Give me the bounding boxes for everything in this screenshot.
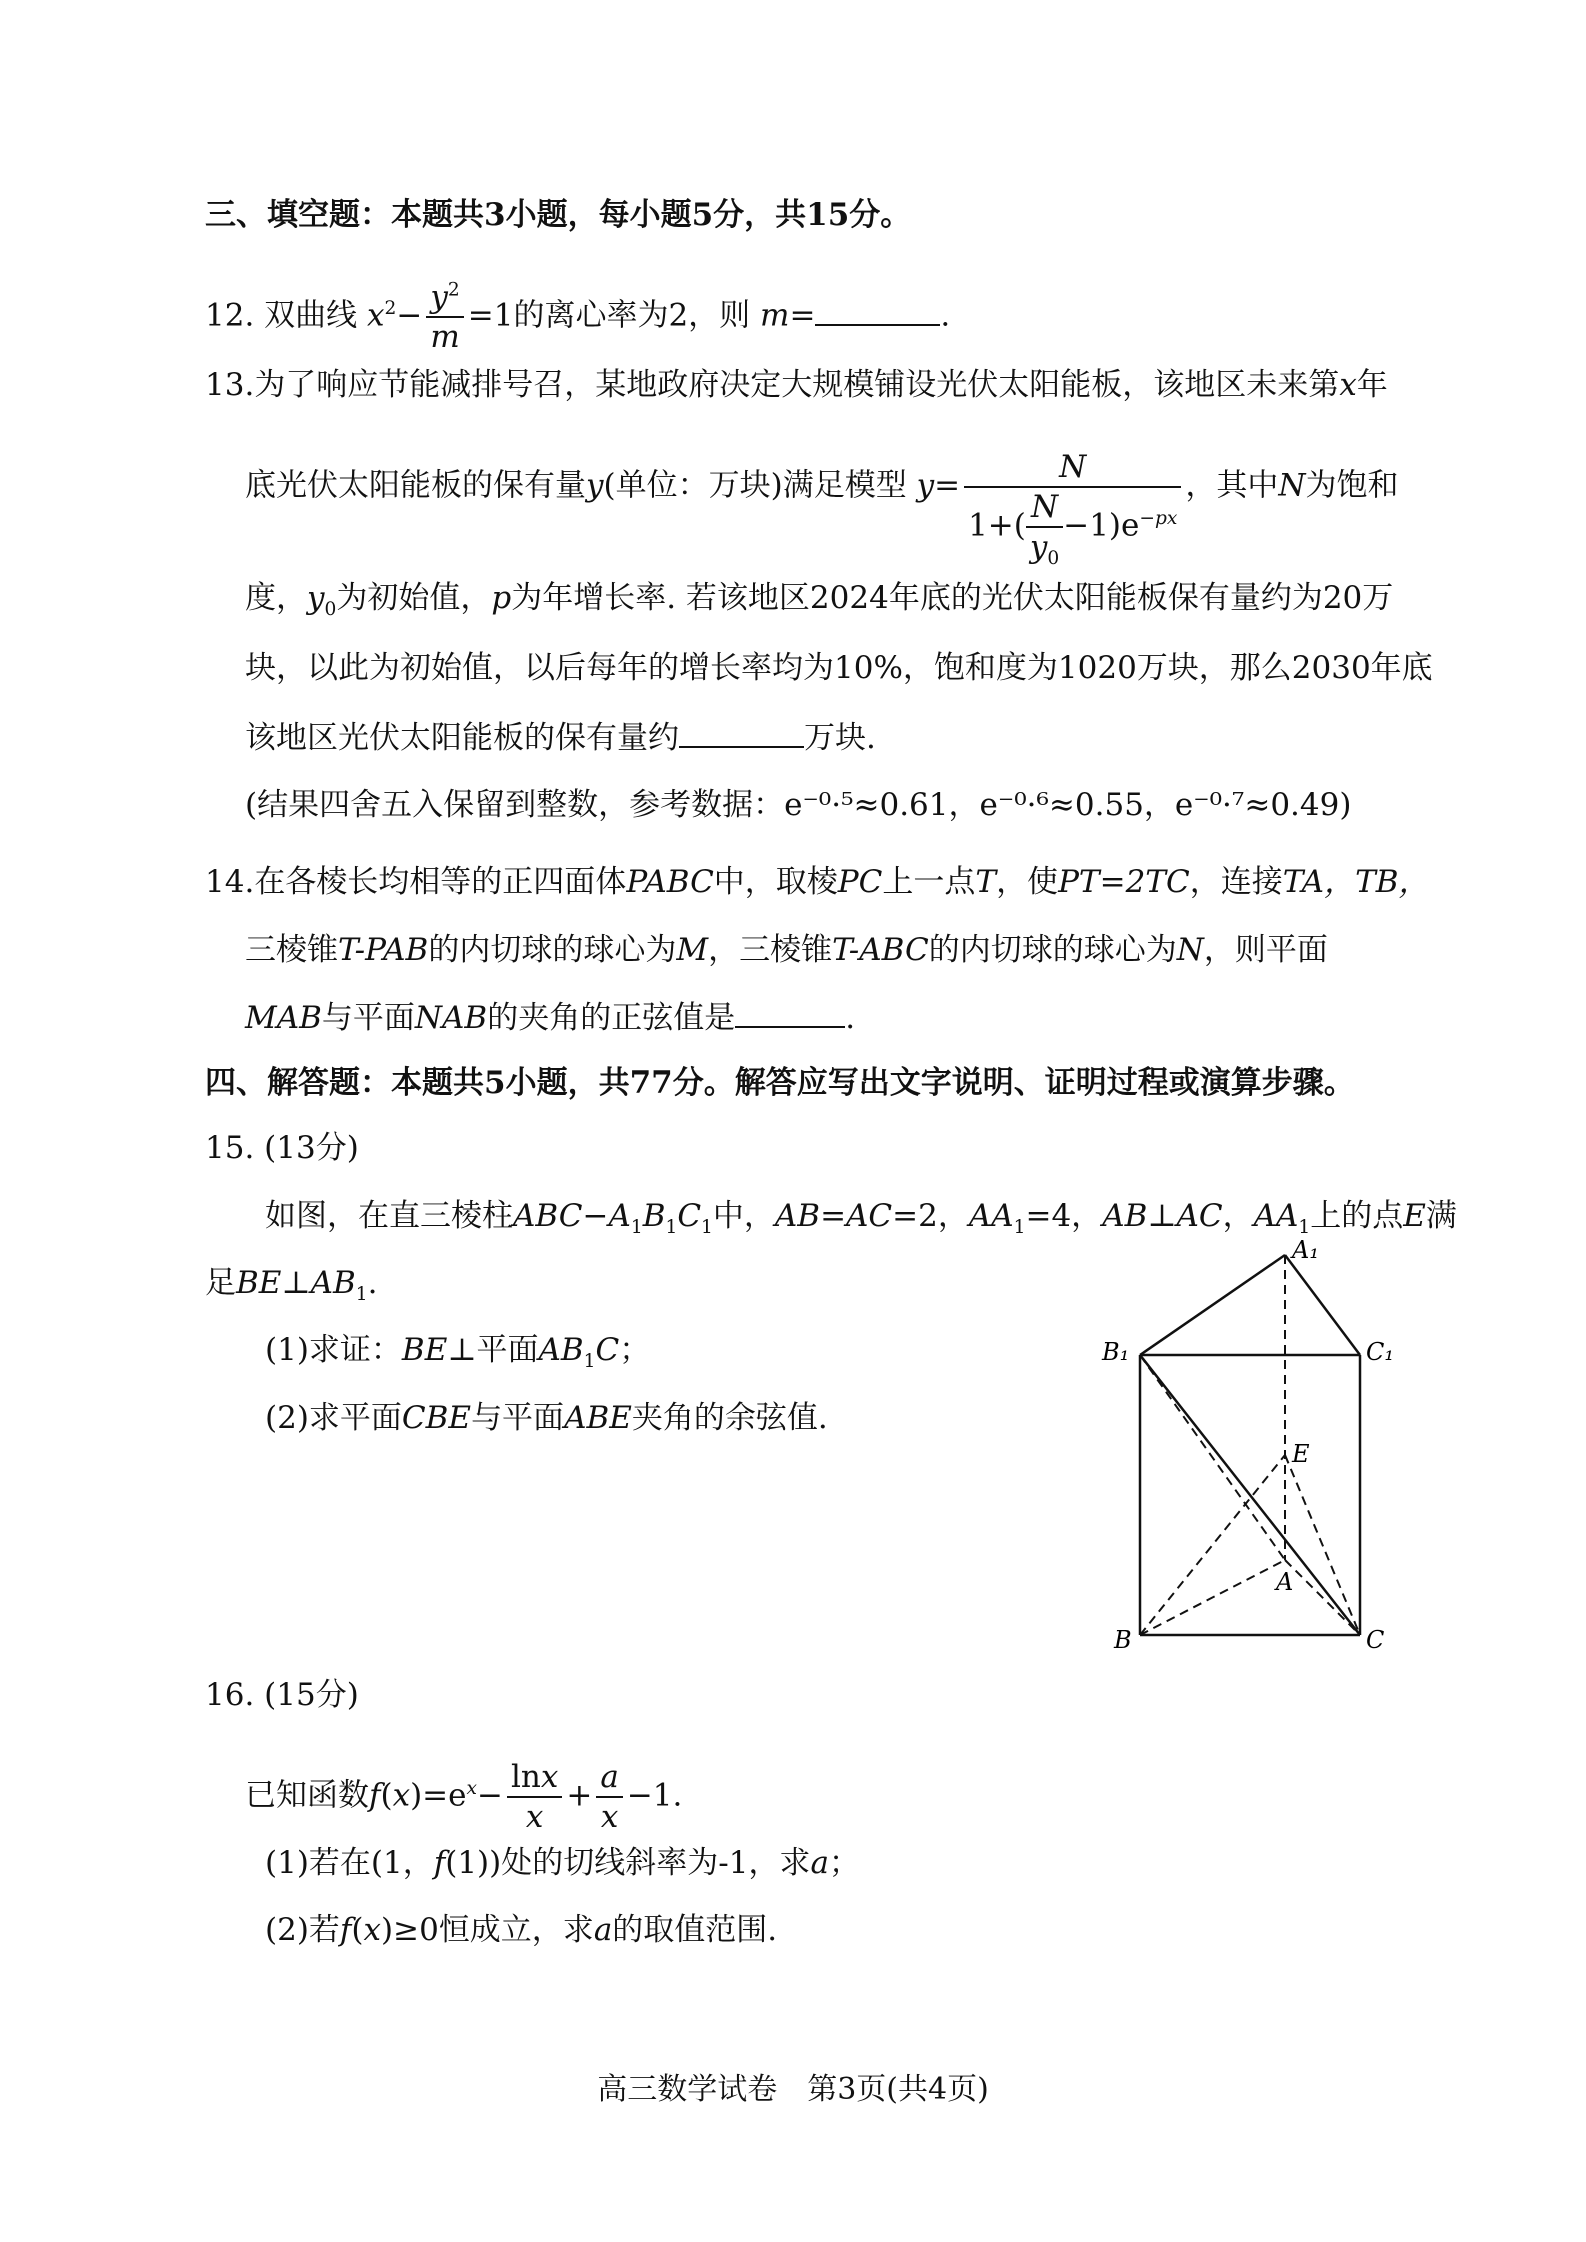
q13-model-fraction: N 1+( $\frac{N}{y_0}$ $-1)e^{-px}$ (964, 448, 1181, 566)
question-14-line3 (245, 998, 855, 1038)
q13-line5-start: 该地区光伏太阳能板的保有量约 (245, 720, 679, 756)
prism-figure (1100, 1230, 1420, 1670)
section4-heading: 四、解答题：本题共5小题，共77分。解答应写出文字说明、证明过程或演算步骤。 (205, 1065, 1355, 1101)
label-c: C (1366, 1626, 1385, 1654)
q12-eq: = (789, 297, 816, 334)
q15-part2 (265, 1398, 828, 1438)
q12-x-squared: x (367, 297, 385, 334)
q14-line2-g: 的内切球的球心为 (928, 932, 1177, 968)
q15-line1-c: 上的点 (1310, 1198, 1404, 1234)
q14-line2-e: ，三棱锥 (708, 932, 833, 968)
question-15-line1: 如图，在直三棱柱$ABC-A_1B_1C_1$中，AB=AC=2，$AA_1=4$，AB⊥AC，$AA_1$上的点E满 (265, 1198, 1457, 1239)
q13-line3-c: 为年增长率. 若该地区2024年底的光伏太阳能板保有量约为20万 (511, 580, 1394, 616)
edge-a-c (1285, 1560, 1360, 1635)
q15-part2-label: (2)求平面 (265, 1400, 402, 1436)
q14-line1-j: TA，TB， (1282, 864, 1430, 900)
edge-b-a (1140, 1560, 1285, 1635)
q15-line1-d: E (1403, 1198, 1426, 1234)
q12-text-after: =1的离心率为2，则 (467, 297, 751, 334)
edge-b1-a (1140, 1355, 1285, 1560)
question-13-line5 (245, 718, 876, 758)
q13-line3-b: 为初始值， (336, 580, 492, 616)
q16-part2-label: (2)若 (265, 1912, 340, 1948)
q12-var: m (760, 297, 790, 334)
q12-text-before: 双曲线 (264, 297, 358, 334)
label-a1: A₁ (1292, 1236, 1319, 1264)
question-15-line2: 足$BE\perp AB_1$. (205, 1265, 378, 1306)
q16-part1-c: a (810, 1845, 829, 1881)
q13-line2-start: 底光伏太阳能板的保有量 (245, 467, 586, 504)
q13-line2-mid: (单位：万块)满足模型 (603, 467, 907, 504)
q14-line3-d: 的夹角的正弦值是 (487, 1000, 736, 1036)
q16-part2-c: a (593, 1912, 613, 1948)
q13-line1-var: x (1339, 367, 1357, 403)
q15-line1: 如图，在直三棱柱 (265, 1198, 513, 1234)
q14-line3-end: . (845, 1000, 856, 1036)
page-footer: 高三数学试卷 第3页(共4页) (597, 2072, 989, 2107)
q15-part1-label: (1)求证： (265, 1332, 402, 1368)
q12-number: 12. (205, 297, 255, 334)
edge-b-e (1140, 1455, 1285, 1635)
q15-part2-e: 夹角的余弦值. (631, 1400, 828, 1436)
label-a: A (1276, 1568, 1294, 1596)
q14-line2-i: ，则平面 (1203, 932, 1328, 968)
q14-line1-d: PC (837, 864, 883, 900)
question-14-line2 (245, 930, 1328, 970)
q15-part2-b: CBE (401, 1400, 472, 1436)
q15-part2-d: ABE (564, 1400, 632, 1436)
q14-line2-c: 的内切球的球心为 (428, 932, 677, 968)
question-16-line1: 已知函数$f(x)=e^x-$ $\frac{\ln x}{x}$ + $\frac{a}{x}$ −1. (245, 1759, 683, 1835)
q13-number: 13. (205, 367, 255, 403)
q16-header: 16. (15分) (205, 1677, 359, 1713)
edge-a1-c1 (1285, 1255, 1360, 1355)
q16-part1: (1)若在(1，f(1))处的切线斜率为-1，求a； (265, 1845, 860, 1881)
q15-part1-b: ⊥平面 (447, 1332, 539, 1368)
q16-part2-d: 的取值范围. (612, 1912, 778, 1948)
q14-line1-i: ，连接 (1189, 864, 1283, 900)
q14-line1-f: T (975, 864, 997, 900)
q13-line1: 为了响应节能减排号召，某地政府决定大规模铺设光伏太阳能板，该地区未来第 (254, 367, 1340, 403)
question-13-line1 (205, 365, 1388, 405)
q16-part1-d: ； (828, 1845, 860, 1881)
label-e: E (1292, 1440, 1310, 1468)
q14-line3-b: 与平面 (321, 1000, 415, 1036)
q15-part2-c: 与平面 (471, 1400, 565, 1436)
q14-line1-c: 中，取棱 (713, 864, 838, 900)
q13-answer-blank[interactable] (679, 746, 804, 748)
q14-line2-b: T-PAB (338, 932, 429, 968)
question-14-line1 (205, 862, 1430, 902)
label-c1: C₁ (1366, 1338, 1394, 1366)
q13-line1-end: 年 (1356, 367, 1388, 403)
section3-heading: 三、填空题：本题共3小题，每小题5分，共15分。 (205, 197, 912, 233)
q14-line3-a: MAB (245, 1000, 322, 1036)
q14-line1-h: PT=2TC (1058, 864, 1190, 900)
q15-line2: 足 (205, 1265, 236, 1301)
q14-line2-f: T-ABC (832, 932, 929, 968)
question-13-line2: 底光伏太阳能板的保有量y(单位：万块)满足模型 y= N 1+( $\frac{N}{y_0}$ $-1)e^{-px}$ ，其中N为饱和 (245, 449, 1399, 570)
q16-part1-b: ))处的切线斜率为-1，求 (477, 1845, 811, 1881)
q16-part2: (2)若f(x)≥0恒成立，求a的取值范围. (265, 1912, 778, 1948)
q12-answer-blank[interactable] (815, 324, 940, 326)
q15-part1: (1)求证：BE⊥平面$AB_1C$； (265, 1332, 651, 1373)
q15-line1-e: 满 (1425, 1198, 1457, 1234)
edge-e-c (1285, 1455, 1360, 1635)
question-13-line4: 块，以此为初始值，以后每年的增长率均为10%，饱和度为1020万块，那么2030年底 (245, 650, 1433, 686)
q16-part1-label: (1)若在(1， (265, 1845, 434, 1881)
label-b1: B₁ (1102, 1338, 1130, 1366)
q14-line1-b: PABC (626, 864, 714, 900)
q13-line2-tail: 为饱和 (1305, 467, 1399, 504)
q14-answer-blank[interactable] (735, 1026, 845, 1028)
q14-line1-g: ，使 (996, 864, 1059, 900)
q16-part2-b: ≥0恒成立，求 (393, 1912, 594, 1948)
q14-line2-d: M (676, 932, 709, 968)
q14-line2: 三棱锥 (245, 932, 338, 968)
q13-line2-end: ，其中 (1185, 467, 1279, 504)
question-12: 12. 双曲线 $x^2-$ $\frac{y^2}{m}$ =1的离心率为2，则 m= . (205, 279, 951, 355)
question-13-line6: (结果四舍五入保留到整数，参考数据：e⁻⁰·⁵≈0.61，e⁻⁰·⁶≈0.55，e⁻⁰·⁷≈0.49) (245, 787, 1352, 823)
q14-number: 14. (205, 864, 255, 900)
q13-line3: 度， (245, 580, 307, 616)
q14-line3-c: NAB (414, 1000, 488, 1036)
q15-line1-b: 中， (712, 1198, 775, 1234)
q14-line1-e: 上一点 (882, 864, 976, 900)
q14-line1: 在各棱长均相等的正四面体 (254, 864, 627, 900)
question-13-line3: 度，$y_0$为初始值，p为年增长率. 若该地区2024年底的光伏太阳能板保有量约为20万 (245, 580, 1394, 621)
q15-header: 15. (13分) (205, 1130, 359, 1166)
q13-line5-end: 万块. (804, 720, 876, 756)
q12-fraction: $\frac{y^2}{m}$ (426, 278, 463, 356)
q14-line2-h: N (1176, 932, 1204, 968)
edge-b1-a1 (1140, 1255, 1285, 1355)
q12-end: . (940, 297, 951, 334)
q16-line1: 已知函数 (245, 1777, 369, 1814)
label-b: B (1114, 1626, 1132, 1654)
